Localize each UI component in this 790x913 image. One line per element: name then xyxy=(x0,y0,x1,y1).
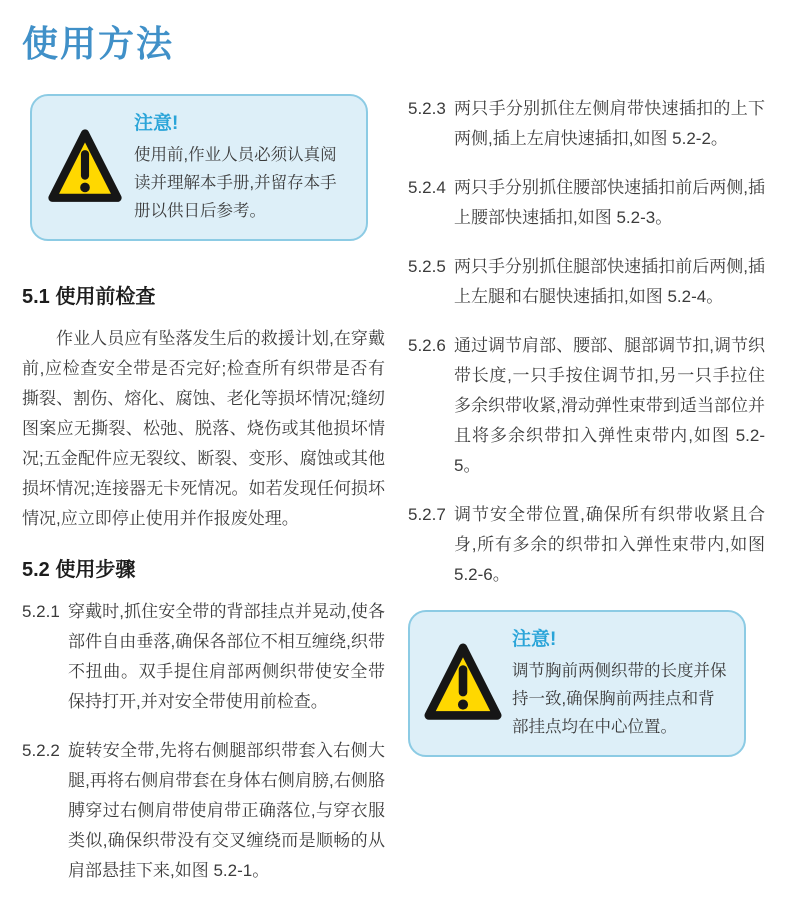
section-5-2-heading: 5.2 使用步骤 xyxy=(22,558,136,581)
section-5-1-paragraph: 作业人员应有坠落发生后的救援计划,在穿戴前,应检查安全带是否完好;检查所有织带是否有撕裂、割伤、熔化、腐蚀、老化等损坏情况;缝纫图案应无撕裂、松弛、脱落、烧伤或其他损坏情况;五金配件应无裂纹、断裂、变形、腐蚀或其他损坏情况;连接器无卡死情况。如若发现任何损坏情况,应立即停止使用并作报废处理。 xyxy=(22,328,385,528)
left-column xyxy=(22,94,385,905)
step-text: 调节安全带位置,确保所有织带收紧且合身,所有多余的织带扣入弹性束带内,如图 5.2-6。 xyxy=(454,504,765,584)
step-text: 两只手分别抓住左侧肩带快速插扣的上下两侧,插上左肩快速插扣,如图 5.2-2。 xyxy=(454,98,765,148)
step-text: 两只手分别抓住腰部快速插扣前后两侧,插上腰部快速插扣,如图 5.2-3。 xyxy=(454,177,765,227)
step-number: 5.2.1 xyxy=(22,601,60,621)
notice-box-top xyxy=(30,94,368,241)
step-number: 5.2.7 xyxy=(408,504,446,524)
step-5-2-6 xyxy=(408,331,765,481)
notice-content xyxy=(512,624,730,741)
warning-triangle-icon xyxy=(424,640,502,724)
step-5-2-3 xyxy=(408,94,765,154)
warning-triangle-icon xyxy=(46,126,124,206)
section-5-1-heading: 5.1 使用前检查 xyxy=(22,285,156,308)
notice-text: 使用前,作业人员必须认真阅读并理解本手册,并留存本手册以供日后参考。 xyxy=(134,145,337,220)
notice-content xyxy=(134,108,352,225)
step-number: 5.2.3 xyxy=(408,98,446,118)
notice-box-bottom xyxy=(408,610,746,757)
two-column-layout xyxy=(22,94,765,905)
step-5-2-5 xyxy=(408,252,765,312)
step-number: 5.2.2 xyxy=(22,740,60,760)
step-number: 5.2.4 xyxy=(408,177,446,197)
step-text: 两只手分别抓住腿部快速插扣前后两侧,插上左腿和右腿快速插扣,如图 5.2-4。 xyxy=(454,256,765,306)
notice-label: 注意! xyxy=(134,112,179,134)
step-text: 通过调节肩部、腰部、腿部调节扣,调节织带长度,一只手按住调节扣,另一只手拉住多余织带收紧,滑动弹性束带到适当部位并且将多余织带扣入弹性束带内,如图 5.2-5。 xyxy=(454,335,765,475)
step-text: 穿戴时,抓住安全带的背部挂点并晃动,使各部件自由垂落,确保各部位不相互缠绕,织带不扭曲。双手提住肩部两侧织带使安全带保持打开,并对安全带使用前检查。 xyxy=(68,601,385,711)
step-5-2-7 xyxy=(408,500,765,590)
step-number: 5.2.5 xyxy=(408,256,446,276)
step-5-2-2 xyxy=(22,736,385,886)
step-5-2-4 xyxy=(408,173,765,233)
notice-label: 注意! xyxy=(512,628,557,650)
step-5-2-1 xyxy=(22,597,385,717)
page-title: 使用方法 xyxy=(22,23,175,64)
notice-text: 调节胸前两侧织带的长度并保持一致,确保胸前两挂点和背部挂点均在中心位置。 xyxy=(512,661,727,736)
step-text: 旋转安全带,先将右侧腿部织带套入右侧大腿,再将右侧肩带套在身体右侧肩膀,右侧胳膊穿过右侧肩带使肩带正确落位,与穿衣服类似,确保织带没有交叉缠绕而是顺畅的从肩部悬挂下来,如图 5.2-1。 xyxy=(68,740,385,880)
right-column xyxy=(408,94,765,757)
step-number: 5.2.6 xyxy=(408,335,446,355)
